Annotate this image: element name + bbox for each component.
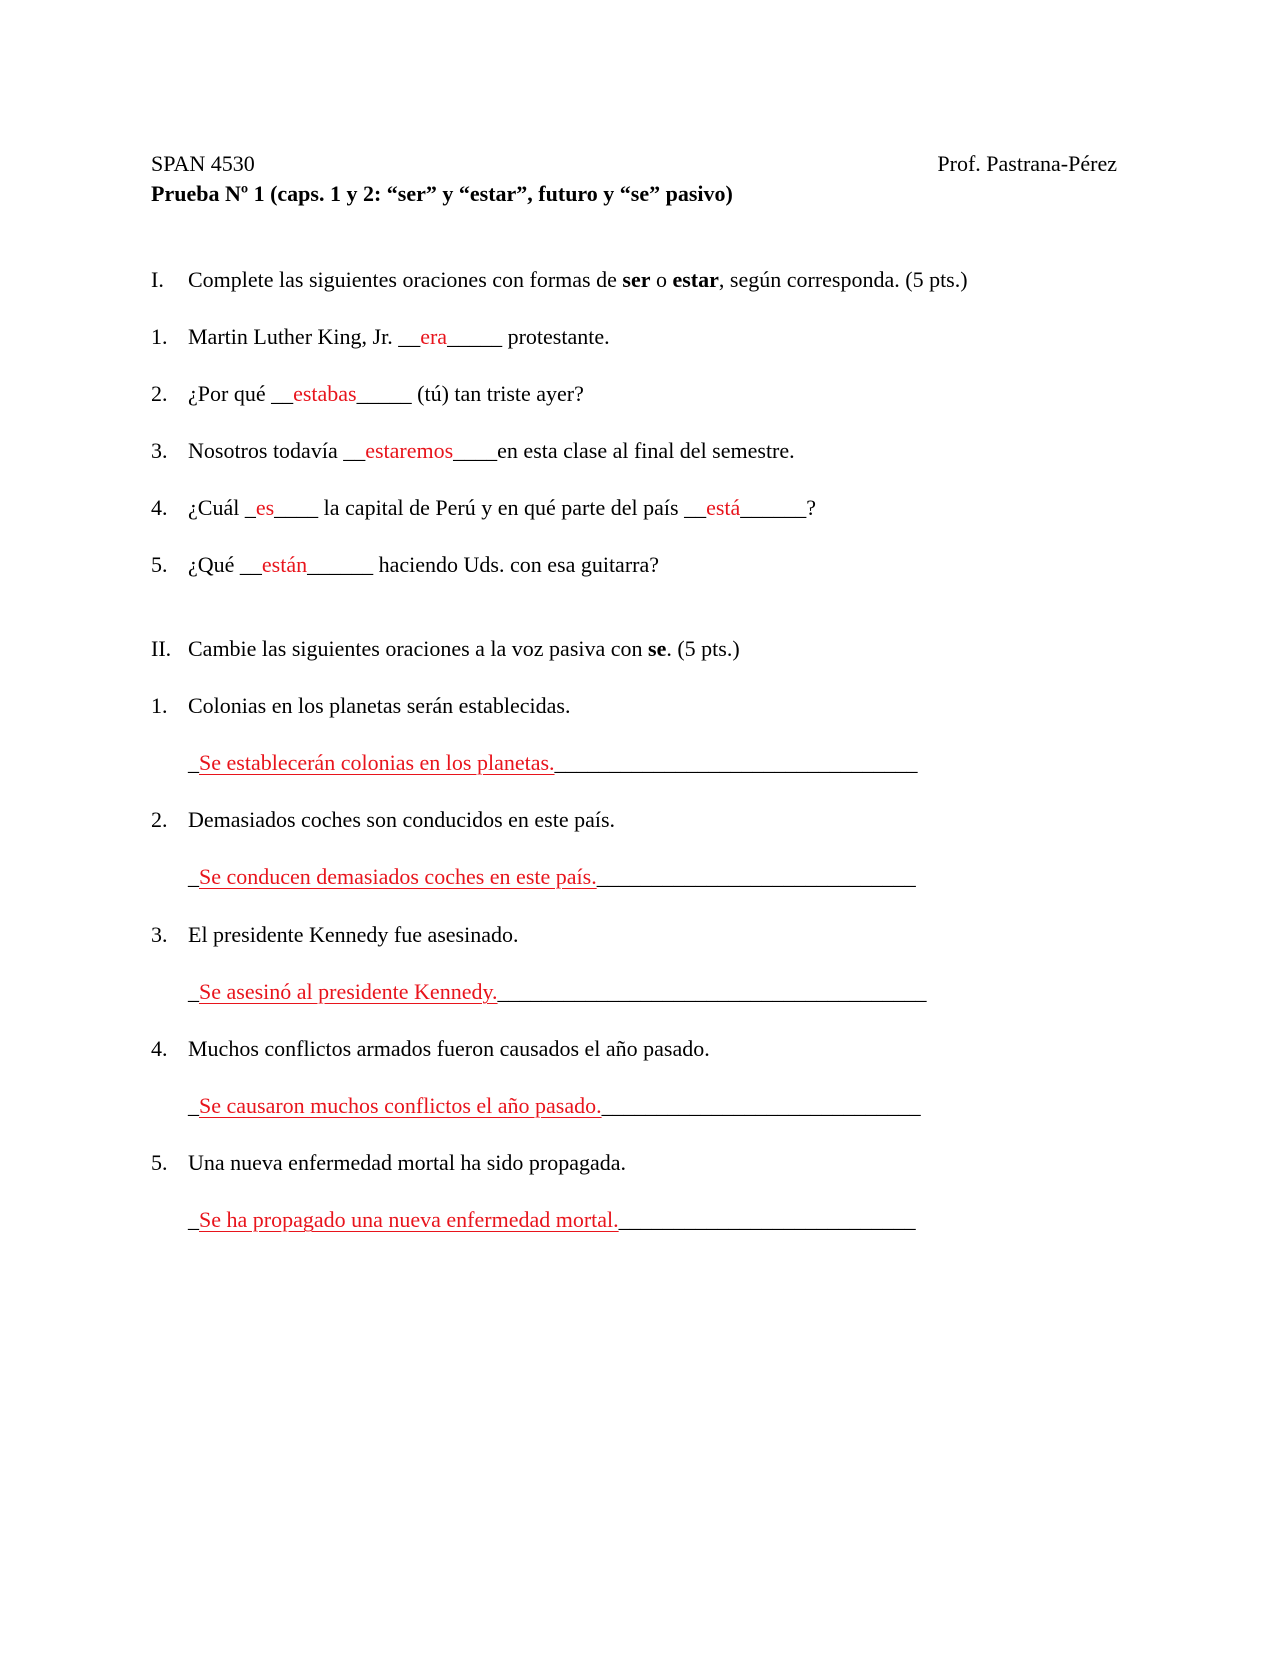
answer-blank: estabas	[293, 381, 357, 406]
professor-name: Prof. Pastrana-Pérez	[937, 151, 1117, 176]
item-prompt: Muchos conflictos armados fueron causados el año pasado.	[188, 1036, 710, 1061]
answer-blank: estaremos	[365, 438, 454, 463]
item-prompt: Una nueva enfermedad mortal ha sido propagada.	[188, 1150, 626, 1175]
answer-text: Se causaron muchos conflictos el año pasado.	[199, 1093, 602, 1118]
answer-text: Se conducen demasiados coches en este país.	[199, 864, 597, 889]
answer-text: Se asesinó al presidente Kennedy.	[199, 979, 498, 1004]
quiz-title: Prueba Nº 1 (caps. 1 y 2: “ser” y “estar”, futuro y “se” pasivo)	[151, 181, 733, 206]
answer-text: Se ha propagado una nueva enfermedad mortal.	[199, 1207, 619, 1232]
item-prompt: El presidente Kennedy fue asesinado.	[188, 922, 519, 947]
answer-blank: es	[255, 495, 275, 520]
quiz-page: SPAN 4530 Prof. Pastrana-Pérez Prueba Nº 1 (caps. 1 y 2: “ser” y “estar”, futuro y “se” pasivo) I. Complete las siguientes oraciones con formas de ser o estar, según corresponda. (5 pts.) 1. Martin Luther King, Jr. __era_____ protestante. 2. ¿Por qué __estabas_____ (tú) tan triste ayer? 3. Nosotros todavía __estaremos____en esta clase al final del semestre. 4. ¿Cuál _es____ la capital de Perú y en qué parte del país __está______? 5. ¿Qué __están______ haciendo Uds. con esa guitarra? II. Cambie las siguientes oraciones a la voz pasiva con se. (5 pts.) 1. Colonias en los planetas serán establecidas. _Se establecerán colonias en los planetas._________________________________ 2. Demasiados coches son conducidos en este país. _Se conducen demasiados coches en este país._____________________________ 3. El presidente Kennedy fue asesinado. _Se asesinó al presidente Kennedy._______________________________________ 4. Muchos conflictos armados fueron causados el año pasado. _Se causaron muchos conflictos el año pasado._____________________________ 5. Una nueva enfermedad mortal ha sido propagada. _Se ha propagado una nueva enfermedad mortal.___________________________	[151, 151, 1117, 1232]
part2-numeral: II.	[151, 636, 172, 661]
course-code: SPAN 4530	[151, 151, 255, 176]
answer-text: Se establecerán colonias en los planetas.	[199, 750, 555, 775]
answer-blank: están	[261, 552, 308, 577]
answer-blank: está	[706, 495, 741, 520]
part1-numeral: I.	[151, 267, 164, 292]
item-prompt: Colonias en los planetas serán establecidas.	[188, 693, 571, 718]
answer-blank: era	[420, 324, 448, 349]
item-prompt: Demasiados coches son conducidos en este país.	[188, 807, 616, 832]
